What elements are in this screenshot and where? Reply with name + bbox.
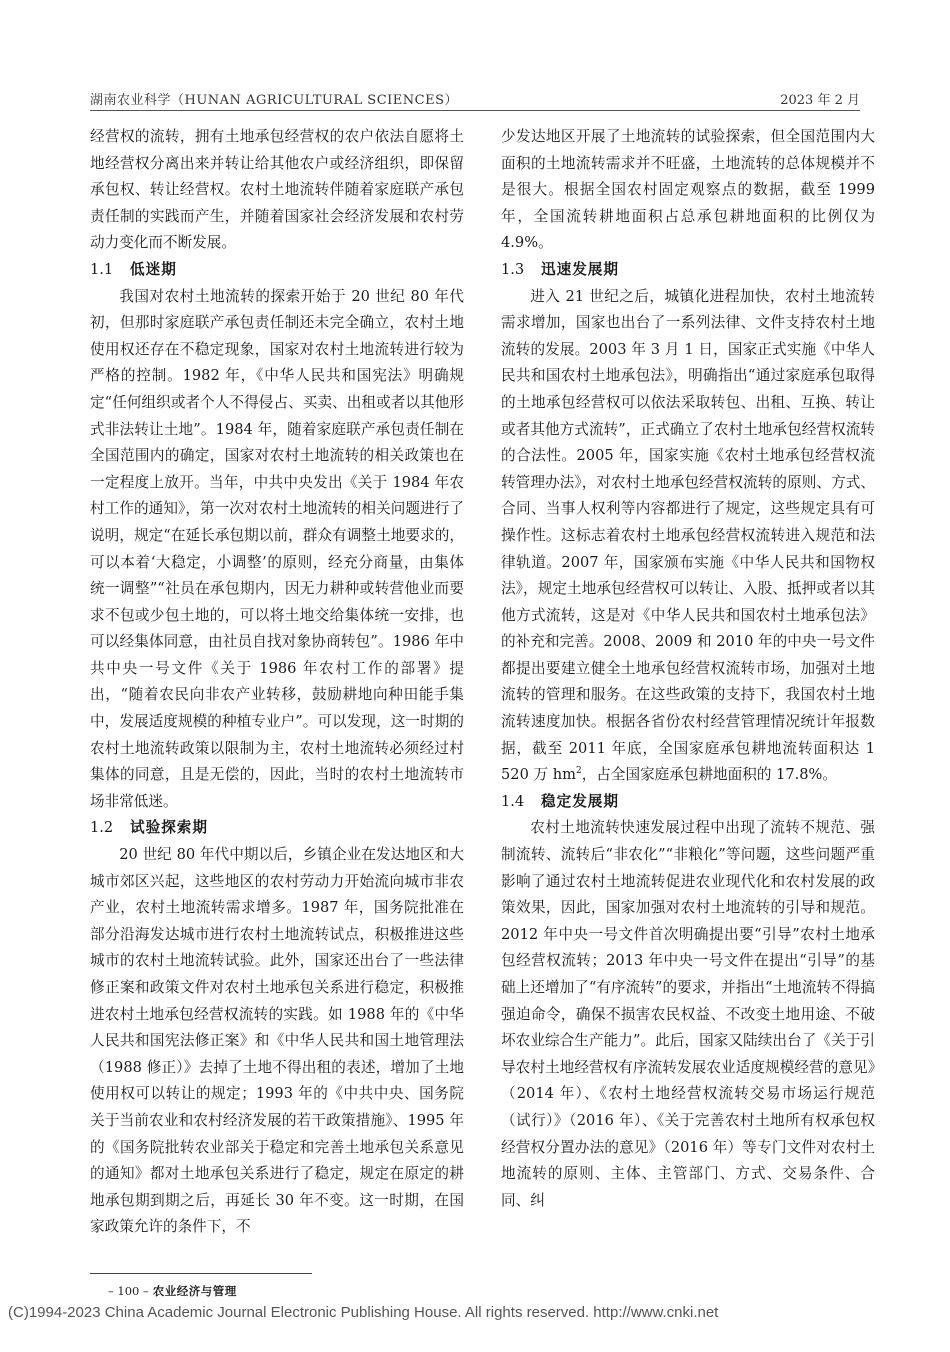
section-number: 1.1 bbox=[90, 260, 114, 278]
section-1-3-paragraph bbox=[501, 284, 875, 789]
journal-name: 湖南农业科学（HUNAN AGRICULTURAL SCIENCES） bbox=[90, 93, 458, 108]
section-title: 稳定发展期 bbox=[541, 792, 619, 810]
journal-section: 农业经济与管理 bbox=[152, 1284, 237, 1298]
left-column bbox=[90, 124, 464, 1241]
intro-continued-paragraph: 经营权的流转，拥有土地承包经营权的农户依法自愿将土地经营权分离出来并转让给其他农户或经济组织，即保留承包权、转让经营权。农村土地流转伴随着家庭联产承包责任制的实践而产生，并随着国家社会经济发展和农村劳动力变化而不断发展。 bbox=[90, 128, 464, 252]
section-1-3-tail: ，占全国家庭承包耕地面积的 17.8%。 bbox=[581, 766, 838, 784]
running-header bbox=[90, 86, 860, 110]
section-1-1-paragraph: 我国对农村土地流转的探索开始于 20 世纪 80 年代初，但那时家庭联产承包责任制还未完全确立，农村土地使用权还存在不稳定现象，国家对农村土地流转进行较为严格的控制。1982 年，《中华人民共和国宪法》明确规定“任何组织或者个人不得侵占、买卖、出租或者以其他形式非法转让土地”。1984 年，随着家庭联产承包责任制在全国范围内的确定，国家对农村土地流转的相关政策也在一定程度上放开。当年，中共中央发出《关于 1984 年农村工作的通知》，第一次对农村土地流转的相关问题进行了说明，规定“在延长承包期以前，群众有调整土地要求的，可以本着‘大稳定，小调整’的原则，经充分商量，由集体统一调整”“社员在承包期内，因无力耕种或转营他业而要求不包或少包土地的，可以将土地交给集体统一安排，也可以经集体同意，由社员自找对象协商转包”。1986 年中共中央一号文件《关于 1986 年农村工作的部署》提出，“随着农民向非农产业转移，鼓励耕地向种田能手集中，发展适度规模的种植专业户”。可以发现，这一时期的农村土地流转政策以限制为主，农村土地流转必须经过村集体的同意，且是无偿的，因此，当时的农村土地流转市场非常低迷。 bbox=[90, 287, 464, 810]
right-column bbox=[501, 124, 875, 1214]
section-number: 1.2 bbox=[90, 819, 114, 837]
section-title: 迅速发展期 bbox=[541, 260, 619, 278]
section-heading-1-3 bbox=[501, 257, 875, 284]
section-1-3-text: 进入 21 世纪之后，城镇化进程加快，农村土地流转需求增加，国家也出台了一系列法律、文件支持农村土地流转的发展。2003 年 3 月 1 日，国家正式实施《中华人民共和国农村土地承包法》，明确指出“通过家庭承包取得的土地承包经营权可以依法采取转包、出租、互换、转让或者其他方式流转”，正式确立了农村土地承包经营权流转的合法性。2005 年，国家实施《农村土地承包经营权流转管理办法》，对农村土地承包经营权流转的原则、方式、合同、当事人权利等内容都进行了规定，这些规定具有可操作性。这标志着农村土地承包经营权流转进入规范和法律轨道。2007 年，国家颁布实施《中华人民共和国物权法》，规定土地承包经营权可以转让、入股、抵押或者以其他方式流转，这是对《中华人民共和国农村土地承包法》的补充和完善。2008、2009 和 2010 年的中央一号文件都提出要建立健全土地承包经营权流转市场，加强对土地流转的管理和服务。在这些政策的支持下，我国农村土地流转速度加快。根据各省份农村经营管理情况统计年报数据，截至 2011 年底，全国家庭承包耕地流转面积达 1 520 万 hm bbox=[501, 287, 875, 784]
footer-divider bbox=[90, 1273, 312, 1274]
section-1-2-paragraph: 20 世纪 80 年代中期以后，乡镇企业在发达地区和大城市郊区兴起，这些地区的农村劳动力开始流向城市非农产业，农村土地流转需求增多。1987 年，国务院批准在部分沿海发达城市进行农村土地流转试点，积极推进这些城市的农村土地流转试验。此外，国家还出台了一些法律修正案和政策文件对农村土地承包关系进行稳定，积极推进农村土地承包经营权流转的实践。如 1988 年的《中华人民共和国宪法修正案》和《中华人民共和国土地管理法（1988 修正）》去掉了土地不得出租的表述，增加了土地使用权可以转让的规定；1993 年的《中共中央、国务院关于当前农业和农村经济发展的若干政策措施》、1995 年的《国务院批转农业部关于稳定和完善土地承包关系意见的通知》都对土地承包关系进行了稳定，规定在原定的耕地承包期到期之后，再延长 30 年不变。这一时期，在国家政策允许的条件下，不 bbox=[90, 846, 464, 1236]
section-number: 1.3 bbox=[501, 260, 525, 278]
section-title: 试验探索期 bbox=[130, 819, 208, 837]
page-footer bbox=[108, 1283, 237, 1299]
issue-date: 2023 年 2 月 bbox=[780, 93, 860, 108]
section-heading-1-4 bbox=[501, 789, 875, 816]
section-heading-1-1 bbox=[90, 257, 464, 284]
section-title: 低迷期 bbox=[130, 260, 177, 278]
header-divider bbox=[90, 110, 860, 111]
superscript: 2 bbox=[575, 766, 582, 777]
page-number: – 100 – bbox=[108, 1284, 149, 1298]
section-number: 1.4 bbox=[501, 792, 525, 810]
section-heading-1-2 bbox=[90, 815, 464, 842]
copyright-notice: (C)1994-2023 China Academic Journal Electronic Publishing House. All rights reserved. http://www.cnki.net bbox=[8, 1304, 719, 1321]
section-1-2-continued-paragraph: 少发达地区开展了土地流转的试验探索，但全国范围内大面积的土地流转需求并不旺盛，土地流转的总体规模并不是很大。根据全国农村固定观察点的数据，截至 1999 年，全国流转耕地面积占总承包耕地面积的比例仅为 4.9%。 bbox=[501, 128, 875, 252]
section-1-4-paragraph: 农村土地流转快速发展过程中出现了流转不规范、强制流转、流转后“非农化”“非粮化”等问题，这些问题严重影响了通过农村土地流转促进农业现代化和农村发展的政策效果，因此，国家加强对农村土地流转的引导和规范。2012 年中央一号文件首次明确提出要“引导”农村土地承包经营权流转；2013 年中央一号文件在提出“引导”的基础上还增加了“有序流转”的要求，并指出“土地流转不得搞强迫命令，确保不损害农民权益、不改变土地用途、不破坏农业综合生产能力”。此后，国家又陆续出台了《关于引导农村土地经营权有序流转发展农业适度规模经营的意见》（2014 年）、《农村土地经营权流转交易市场运行规范（试行）》（2016 年）、《关于完善农村土地所有权承包权经营权分置办法的意见》（2016 年）等专门文件对农村土地流转的原则、主体、主管部门、方式、交易条件、合同、纠 bbox=[501, 819, 875, 1209]
